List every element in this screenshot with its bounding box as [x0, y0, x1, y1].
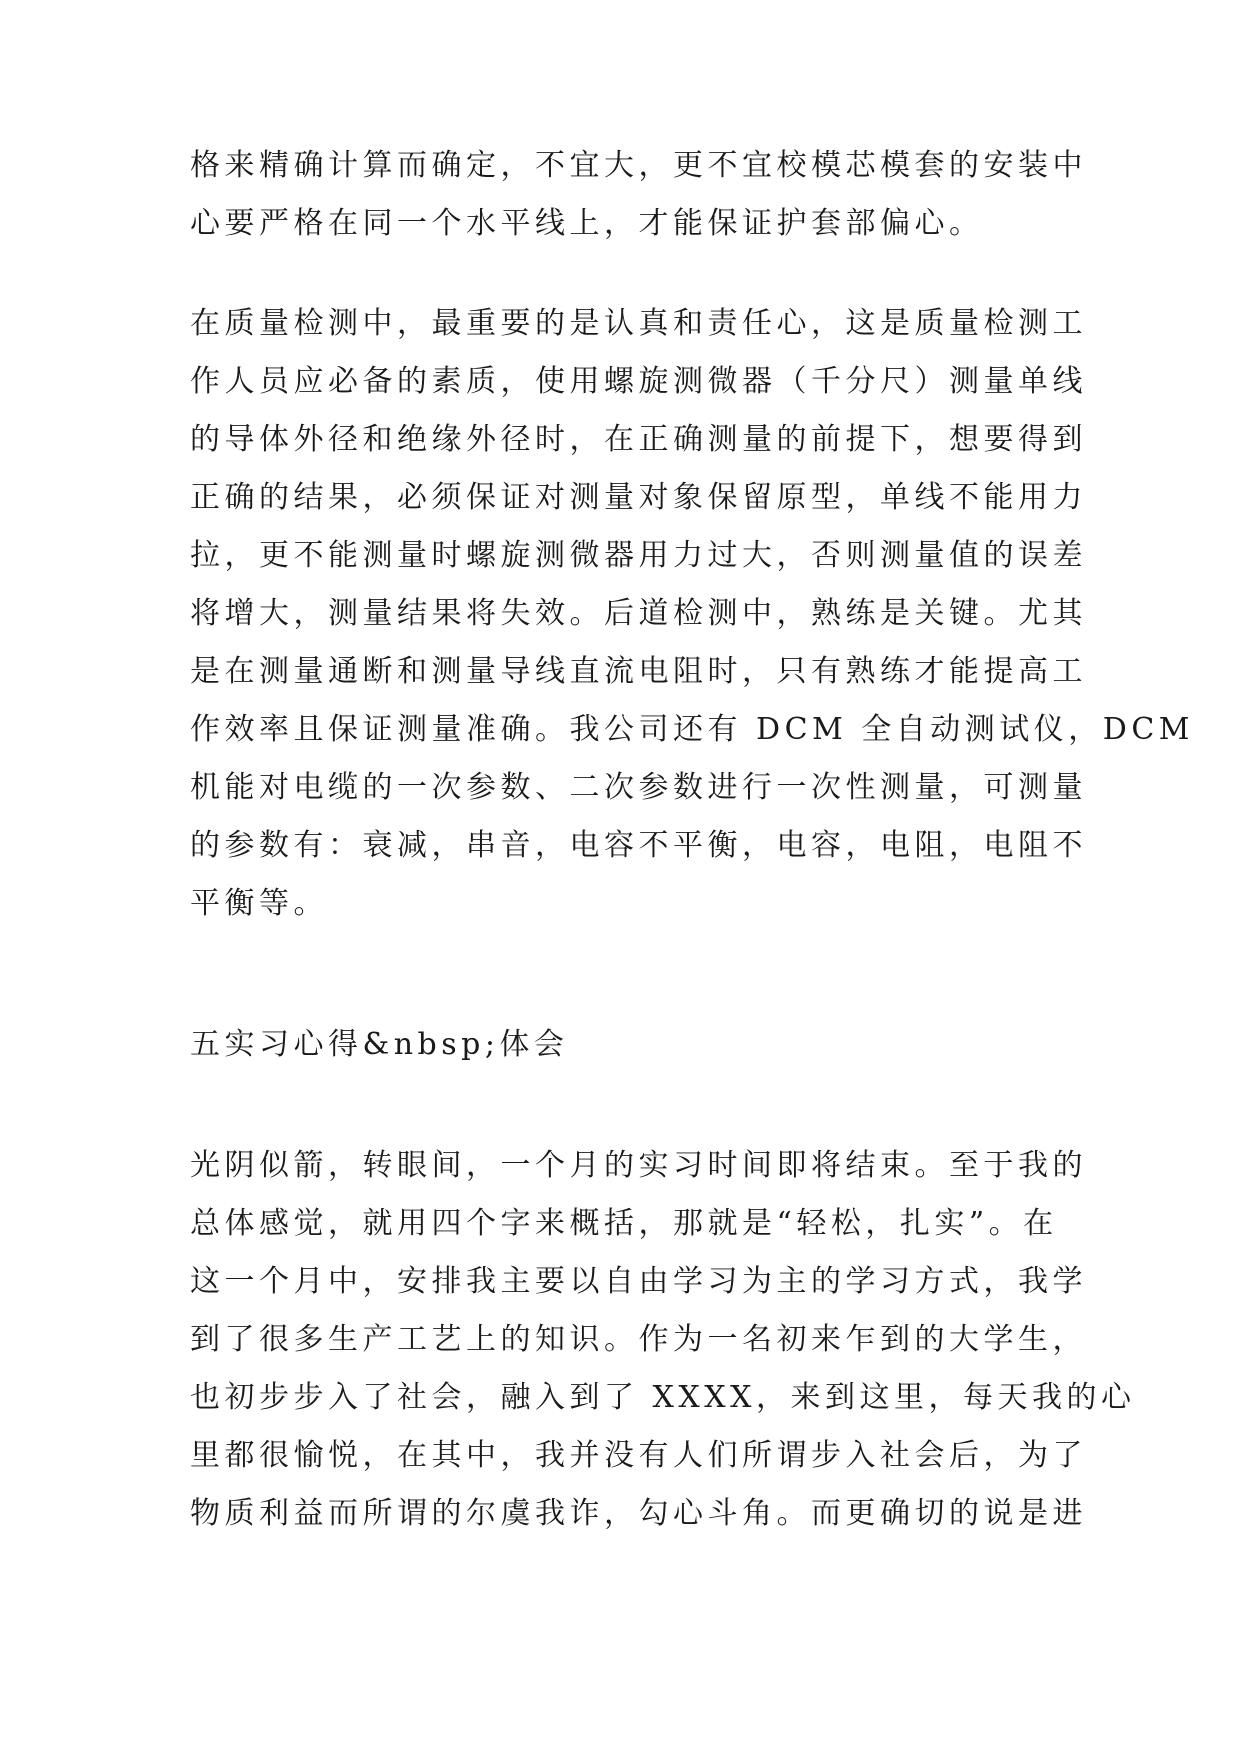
section-heading-block	[190, 1016, 1070, 1074]
paragraph-line: 到了很多生产工艺上的知识。作为一名初来乍到的大学生，	[190, 1322, 1087, 1357]
paragraph-line: 在质量检测中，最重要的是认真和责任心，这是质量检测工	[190, 306, 1087, 341]
paragraph-line: 是在测量通断和测量导线直流电阻时，只有熟练才能提高工	[190, 654, 1087, 689]
paragraph-line: 格来精确计算而确定，不宜大，更不宜校模芯模套的安装中	[190, 148, 1087, 183]
paragraph-line: 将增大，测量结果将失效。后道检测中，熟练是关键。尤其	[190, 596, 1087, 631]
paragraph-line: 作人员应必备的素质，使用螺旋测微器（千分尺）测量单线	[190, 364, 1087, 399]
paragraph-line: 心要严格在同一个水平线上，才能保证护套部偏心。	[190, 206, 984, 241]
paragraph-line: 光阴似箭，转眼间，一个月的实习时间即将结束。至于我的	[190, 1148, 1087, 1183]
paragraph-line: 的导体外径和绝缘外径时，在正确测量的前提下，想要得到	[190, 422, 1087, 457]
paragraph-line: 这一个月中，安排我主要以自由学习为主的学习方式，我学	[190, 1264, 1087, 1299]
paragraph-line: 总体感觉，就用四个字来概括，那就是“轻松，扎实”。在	[190, 1206, 1058, 1241]
paragraph-line: 机能对电缆的一次参数、二次参数进行一次性测量，可测量	[190, 770, 1087, 805]
paragraph-line: 里都很愉悦，在其中，我并没有人们所谓步入社会后，为了	[190, 1438, 1087, 1473]
paragraph-line: 作效率且保证测量准确。我公司还有 DCM 全自动测试仪，DCM	[190, 712, 1195, 747]
paragraph-line: 正确的结果，必须保证对测量对象保留原型，单线不能用力	[190, 480, 1087, 515]
paragraph-line: 也初步步入了社会，融入到了 XXXX，来到这里，每天我的心	[190, 1380, 1136, 1415]
section-heading: 五实习心得&nbsp;体会	[190, 1027, 569, 1062]
paragraph-3	[190, 1137, 1136, 1543]
paragraph-line: 物质利益而所谓的尔虞我诈，勾心斗角。而更确切的说是进	[190, 1496, 1087, 1531]
paragraph-line: 平衡等。	[190, 886, 328, 921]
paragraph-1	[190, 137, 1087, 253]
paragraph-line: 的参数有：衰减，串音，电容不平衡，电容，电阻，电阻不	[190, 828, 1087, 863]
paragraph-line: 拉，更不能测量时螺旋测微器用力过大，否则测量值的误差	[190, 538, 1087, 573]
paragraph-2	[190, 295, 1195, 933]
